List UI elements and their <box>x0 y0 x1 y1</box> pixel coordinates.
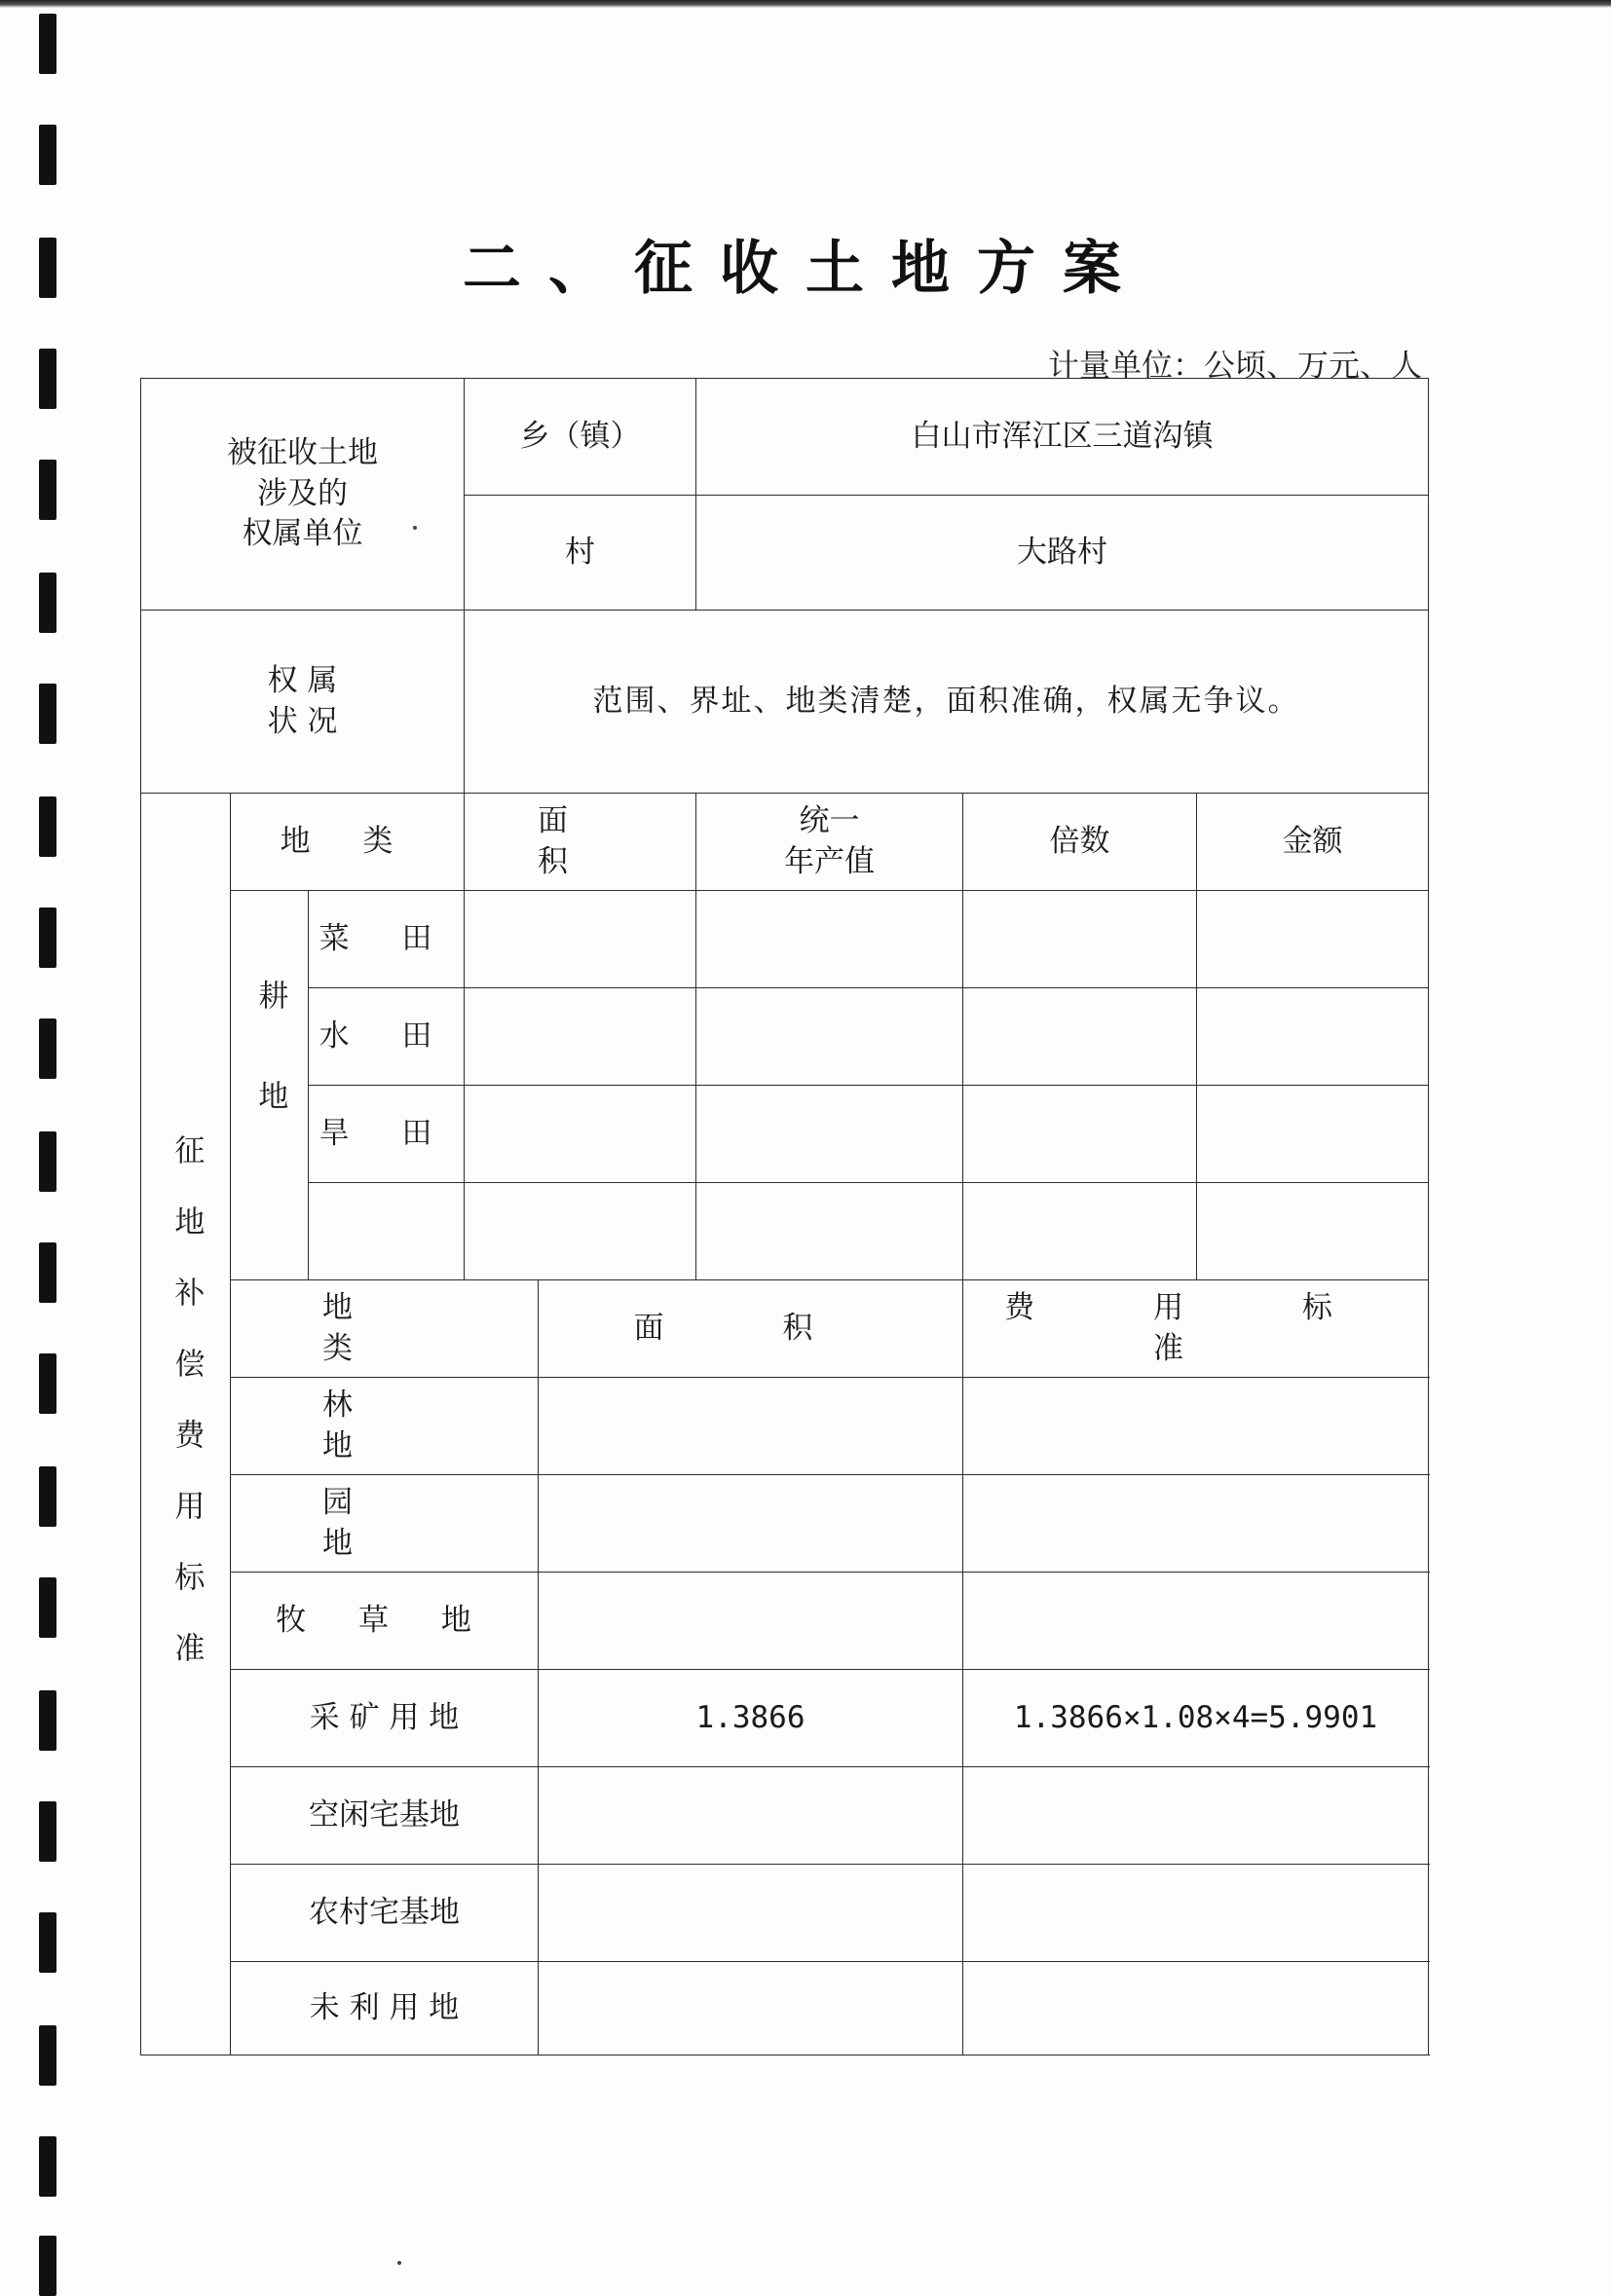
other-type-cell: 牧 草 地 <box>231 1573 539 1670</box>
cultivated-area-cell <box>465 1183 696 1280</box>
binding-hole-mark <box>39 1912 56 1973</box>
page-title: 二、征收土地方案 <box>463 235 1148 303</box>
cultivated-amount-cell <box>1197 891 1429 988</box>
binding-hole-mark <box>39 125 56 185</box>
binding-hole-mark <box>39 460 56 520</box>
ownership-status-row <box>141 611 1429 794</box>
cultivated-amount-cell <box>1197 988 1429 1086</box>
table-row <box>141 988 1429 1086</box>
ownership-unit-label-line1: 被征收土地 <box>227 434 378 470</box>
table-row <box>141 1475 1429 1573</box>
cultivated-area-cell <box>465 891 696 988</box>
other-standard-cell <box>963 1767 1429 1865</box>
cultivated-multiplier-cell <box>963 988 1197 1086</box>
cultivated-multiplier-cell <box>963 1183 1197 1280</box>
town-value: 白山市浑江区三道沟镇 <box>696 379 1429 496</box>
binding-hole-mark <box>39 907 56 968</box>
other-header-fee-standard: 费 用 标 准 <box>963 1280 1429 1378</box>
other-standard-cell <box>963 1573 1429 1670</box>
ownership-status-value: 范围、界址、地类清楚，面积准确，权属无争议。 <box>465 611 1429 794</box>
other-area-cell <box>539 1865 963 1962</box>
scan-speck <box>413 526 417 530</box>
other-standard-cell <box>963 1378 1429 1475</box>
binding-hole-mark <box>39 2025 56 2086</box>
cultivated-output-cell <box>696 988 963 1086</box>
other-header-area: 面 积 <box>539 1280 963 1378</box>
ownership-unit-label-line2: 涉及的 <box>257 475 348 511</box>
ownership-unit-label-cell <box>141 379 465 611</box>
binding-holes <box>39 0 60 2277</box>
cultivated-type-cell: 水 田 <box>309 988 465 1086</box>
scan-top-edge <box>0 0 1611 8</box>
other-area-cell <box>539 1962 963 2055</box>
binding-hole-mark <box>39 796 56 857</box>
table-row <box>141 1086 1429 1183</box>
ownership-status-label-line1: 权 属 <box>267 662 338 698</box>
table-row <box>141 1378 1429 1475</box>
cultivated-multiplier-cell <box>963 1086 1197 1183</box>
binding-hole-mark <box>39 14 56 74</box>
table-row <box>141 1573 1429 1670</box>
other-type-cell: 林 地 <box>231 1378 539 1475</box>
cultivated-output-cell <box>696 1183 963 1280</box>
binding-hole-mark <box>39 1018 56 1079</box>
table-row <box>141 1865 1429 1962</box>
cultivated-type-cell: 菜 田 <box>309 891 465 988</box>
cultivated-amount-cell <box>1197 1086 1429 1183</box>
cultivated-header-multiplier: 倍数 <box>963 794 1197 891</box>
cultivated-amount-cell <box>1197 1183 1429 1280</box>
compensation-section-label-cell <box>141 794 231 2055</box>
other-area-cell <box>539 1767 963 1865</box>
table-row <box>141 1767 1429 1865</box>
binding-hole-mark <box>39 2136 56 2197</box>
mining-area-value: 1.3866 <box>539 1670 963 1767</box>
table-row <box>141 891 1429 988</box>
binding-hole-mark <box>39 1466 56 1527</box>
binding-hole-mark <box>39 1690 56 1751</box>
binding-hole-mark <box>39 684 56 744</box>
ownership-status-label-line2: 状 况 <box>267 703 338 739</box>
cultivated-group-label: 耕地 <box>252 979 288 1180</box>
binding-hole-mark <box>39 1242 56 1303</box>
table-row <box>141 1962 1429 2055</box>
cultivated-header-row <box>141 794 1429 891</box>
cultivated-group-label-cell <box>231 891 309 1280</box>
cultivated-header-annual-output <box>696 794 963 891</box>
binding-hole-mark <box>39 1801 56 1862</box>
other-type-cell: 空闲宅基地 <box>231 1767 539 1865</box>
binding-hole-mark <box>39 573 56 633</box>
other-area-cell <box>539 1378 963 1475</box>
binding-hole-mark <box>39 1353 56 1414</box>
table-row <box>141 1670 1429 1767</box>
binding-hole-mark <box>39 1577 56 1638</box>
cultivated-multiplier-cell <box>963 891 1197 988</box>
other-area-cell <box>539 1573 963 1670</box>
cultivated-header-area: 面 积 <box>465 794 696 891</box>
compensation-section-label: 征地补偿费用标准 <box>169 1133 205 1703</box>
cultivated-type-cell <box>309 1183 465 1280</box>
ownership-status-label-cell <box>141 611 465 794</box>
cultivated-header-land-type: 地 类 <box>231 794 465 891</box>
cultivated-type-cell: 旱 田 <box>309 1086 465 1183</box>
town-label: 乡（镇） <box>465 379 696 496</box>
cultivated-output-cell <box>696 1086 963 1183</box>
other-type-cell: 采 矿 用 地 <box>231 1670 539 1767</box>
town-row <box>141 379 1429 496</box>
other-type-cell: 未 利 用 地 <box>231 1962 539 2055</box>
cultivated-area-cell <box>465 1086 696 1183</box>
village-label: 村 <box>465 496 696 611</box>
scan-speck <box>397 2261 401 2265</box>
cultivated-output-cell <box>696 891 963 988</box>
measurement-unit-note: 计量单位：公顷、万元、人 <box>1047 347 1422 384</box>
cultivated-area-cell <box>465 988 696 1086</box>
mining-fee-standard-value: 1.3866×1.08×4=5.9901 <box>963 1670 1429 1767</box>
other-type-cell: 园 地 <box>231 1475 539 1573</box>
cultivated-header-amount: 金额 <box>1197 794 1429 891</box>
other-standard-cell <box>963 1475 1429 1573</box>
annual-output-header-line2: 年产值 <box>784 843 875 879</box>
annual-output-header-line1: 统一 <box>799 802 860 838</box>
other-header-land-type: 地 类 <box>231 1280 539 1378</box>
other-type-cell: 农村宅基地 <box>231 1865 539 1962</box>
village-value: 大路村 <box>696 496 1429 611</box>
binding-hole-mark <box>39 2236 56 2296</box>
other-land-header-row <box>141 1280 1429 1378</box>
table-row <box>141 1183 1429 1280</box>
land-requisition-form <box>140 378 1429 2055</box>
binding-hole-mark <box>39 349 56 409</box>
ownership-unit-label-line3: 权属单位 <box>242 516 363 552</box>
other-standard-cell <box>963 1865 1429 1962</box>
other-area-cell <box>539 1475 963 1573</box>
binding-hole-mark <box>39 1131 56 1192</box>
other-standard-cell <box>963 1962 1429 2055</box>
